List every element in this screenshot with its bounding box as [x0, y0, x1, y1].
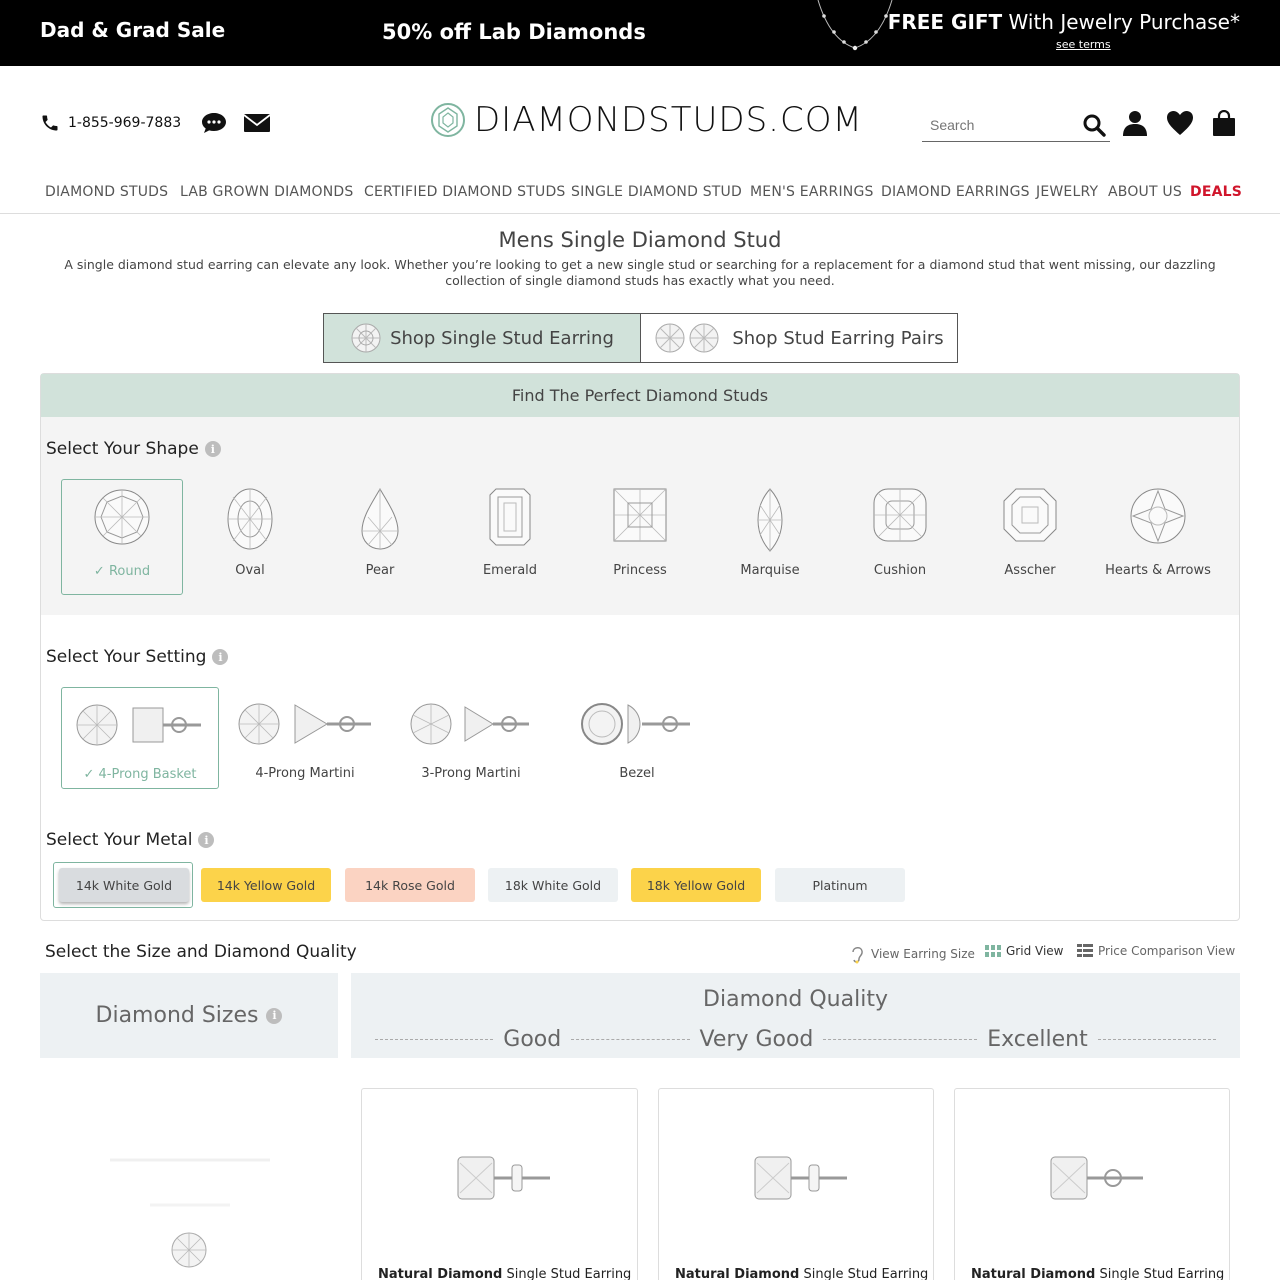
size-diamond-image	[100, 1150, 280, 1280]
metal-18k-yellow-gold[interactable]: 18k Yellow Gold	[631, 868, 761, 902]
product-card-very-good[interactable]	[658, 1088, 934, 1280]
nav-diamond-earrings[interactable]: DIAMOND EARRINGS	[881, 184, 1030, 200]
diamond-pair-icon	[654, 322, 724, 354]
shape-princess[interactable]	[579, 479, 701, 595]
search-box	[922, 110, 1110, 142]
metal-14k-yellow-gold[interactable]: 14k Yellow Gold	[201, 868, 331, 902]
chat-icon[interactable]	[201, 111, 227, 135]
shape-marquise-label: Marquise	[740, 563, 800, 578]
asscher-diamond-icon	[1002, 487, 1058, 543]
martini-4-setting-icon	[235, 699, 375, 749]
single-diamond-icon	[350, 322, 382, 354]
see-terms-link[interactable]: see terms	[1056, 38, 1111, 51]
account-icon[interactable]	[1122, 110, 1148, 136]
shape-hearts-arrows-label: Hearts & Arrows	[1105, 563, 1211, 578]
promo-dad-grad-sale[interactable]: Dad & Grad Sale	[40, 18, 226, 42]
basket-setting-icon	[75, 700, 205, 750]
oval-diamond-icon	[225, 487, 275, 551]
shape-asscher-label: Asscher	[1004, 563, 1056, 578]
view-earring-size-link[interactable]: View Earring Size	[848, 944, 975, 964]
shape-pear-label: Pear	[365, 563, 395, 578]
shape-pear[interactable]	[319, 479, 441, 595]
metal-section-title: Select Your Metal i	[46, 830, 214, 850]
shape-princess-label: Princess	[613, 563, 667, 578]
necklace-icon	[810, 0, 900, 56]
shape-asscher[interactable]	[969, 479, 1091, 595]
finder-heading: Find The Perfect Diamond Studs	[41, 374, 1239, 417]
phone-number[interactable]: 1-855-969-7883	[68, 115, 182, 131]
site-logo[interactable]	[430, 100, 863, 140]
promo-free-gift[interactable]: FREE GIFT With Jewelry Purchase*	[887, 10, 1240, 34]
metal-18k-white-gold[interactable]: 18k White Gold	[488, 868, 618, 902]
setting-3-prong-martini[interactable]	[397, 687, 545, 789]
setting-info-icon[interactable]: i	[212, 649, 228, 665]
search-icon[interactable]	[1082, 113, 1106, 137]
shape-oval-label: Oval	[235, 563, 265, 578]
shape-hearts-arrows[interactable]	[1099, 479, 1217, 595]
shop-stud-pairs-button[interactable]	[641, 314, 957, 362]
nav-jewelry[interactable]: JEWELRY	[1036, 184, 1099, 200]
page-title: Mens Single Diamond Stud	[498, 228, 782, 252]
shape-emerald[interactable]	[449, 479, 571, 595]
nav-mens-earrings[interactable]: MEN'S EARRINGS	[750, 184, 874, 200]
metal-14k-rose-gold[interactable]: 14k Rose Gold	[345, 868, 475, 902]
main-nav	[0, 170, 1280, 214]
emerald-diamond-icon	[488, 487, 532, 547]
princess-diamond-icon	[612, 487, 668, 543]
product-card-title[interactable]: Natural Diamond Single Stud Earring	[971, 1267, 1225, 1280]
shape-oval[interactable]	[189, 479, 311, 595]
metal-14k-white-gold[interactable]: 14k White Gold	[59, 868, 189, 902]
stud-earring-image	[452, 1149, 552, 1219]
contact-bar	[40, 110, 271, 136]
product-card-title[interactable]: Natural Diamond Single Stud Earring	[675, 1267, 929, 1280]
grid-view-link[interactable]: Grid View	[985, 944, 1063, 958]
setting-bezel[interactable]	[563, 687, 711, 789]
nav-about-us[interactable]: ABOUT US	[1108, 184, 1182, 200]
product-card-good[interactable]	[361, 1088, 638, 1280]
shopping-bag-icon[interactable]	[1212, 110, 1236, 136]
shape-info-icon[interactable]: i	[205, 441, 221, 457]
grade-good: Good	[503, 1026, 562, 1052]
search-input[interactable]	[922, 110, 1072, 140]
shape-round[interactable]	[61, 479, 183, 595]
shop-stud-pairs-label: Shop Stud Earring Pairs	[732, 327, 944, 349]
wishlist-heart-icon[interactable]	[1166, 110, 1194, 136]
page-intro: A single diamond stud earring can elevate any look. Whether you’re looking to get a new single stud or searching for a replacement for a diamond stud that went missing, our dazzling collection of single diamond studs has exactly what you need.	[64, 257, 1216, 288]
nav-lab-grown-diamonds[interactable]: LAB GROWN DIAMONDS	[180, 184, 354, 200]
setting-4-prong-basket-label: ✓ 4-Prong Basket	[83, 767, 197, 782]
shape-cushion-label: Cushion	[873, 563, 927, 578]
hearts-arrows-diamond-icon	[1129, 487, 1187, 545]
sizes-info-icon[interactable]: i	[266, 1008, 282, 1024]
shape-section-title: Select Your Shape i	[46, 439, 221, 459]
stud-type-toggle	[323, 313, 958, 363]
stud-earring-image	[749, 1149, 849, 1219]
shape-marquise[interactable]	[709, 479, 831, 595]
stud-earring-image	[1045, 1149, 1145, 1219]
product-card-excellent[interactable]	[954, 1088, 1230, 1280]
bezel-setting-icon	[580, 699, 694, 749]
shape-round-label: ✓ Round	[93, 564, 151, 579]
shop-single-stud-button[interactable]	[324, 314, 641, 362]
round-diamond-icon	[93, 488, 151, 546]
nav-certified-diamond-studs[interactable]: CERTIFIED DIAMOND STUDS	[364, 184, 566, 200]
nav-single-diamond-stud[interactable]: SINGLE DIAMOND STUD	[571, 184, 742, 200]
promo-bar	[0, 0, 1280, 66]
diamond-logo-icon	[430, 102, 466, 138]
shape-emerald-label: Emerald	[482, 563, 538, 578]
setting-4-prong-martini-label: 4-Prong Martini	[255, 766, 355, 781]
metal-info-icon[interactable]: i	[198, 832, 214, 848]
shop-single-stud-label: Shop Single Stud Earring	[390, 327, 614, 349]
header-icons	[1122, 110, 1236, 136]
martini-3-setting-icon	[409, 699, 533, 749]
marquise-diamond-icon	[752, 487, 788, 553]
nav-deals[interactable]: DEALS	[1190, 184, 1243, 200]
ear-icon	[848, 944, 866, 964]
setting-4-prong-basket[interactable]	[61, 687, 219, 789]
size-quality-title: Select the Size and Diamond Quality	[45, 942, 357, 962]
list-view-icon	[1077, 944, 1093, 958]
cushion-diamond-icon	[872, 487, 928, 543]
phone-icon[interactable]	[40, 113, 60, 133]
setting-bezel-label: Bezel	[619, 766, 655, 781]
setting-3-prong-martini-label: 3-Prong Martini	[421, 766, 521, 781]
pear-diamond-icon	[358, 487, 402, 551]
diamond-finder	[40, 373, 1240, 921]
setting-section-title: Select Your Setting i	[46, 647, 228, 667]
diamond-quality-header	[351, 973, 1240, 1058]
setting-4-prong-martini[interactable]	[231, 687, 379, 789]
shape-cushion[interactable]	[839, 479, 961, 595]
nav-diamond-studs[interactable]: DIAMOND STUDS	[45, 184, 169, 200]
grade-excellent: Excellent	[987, 1026, 1088, 1052]
product-card-title[interactable]: Natural Diamond Single Stud Earring	[378, 1267, 632, 1280]
grade-very-good: Very Good	[699, 1026, 814, 1052]
logo-text: DIAMONDSTUDS.COM	[474, 100, 863, 140]
promo-lab-diamonds[interactable]: 50% off Lab Diamonds	[382, 20, 646, 44]
metal-platinum[interactable]: Platinum	[775, 868, 905, 902]
mail-icon[interactable]	[243, 113, 271, 133]
diamond-sizes-header: Diamond Sizes i	[40, 973, 338, 1058]
grid-view-icon	[985, 945, 1001, 957]
price-comparison-view-link[interactable]: Price Comparison View	[1077, 944, 1235, 958]
quality-title: Diamond Quality	[703, 987, 888, 1012]
quality-grades	[375, 1025, 1216, 1053]
